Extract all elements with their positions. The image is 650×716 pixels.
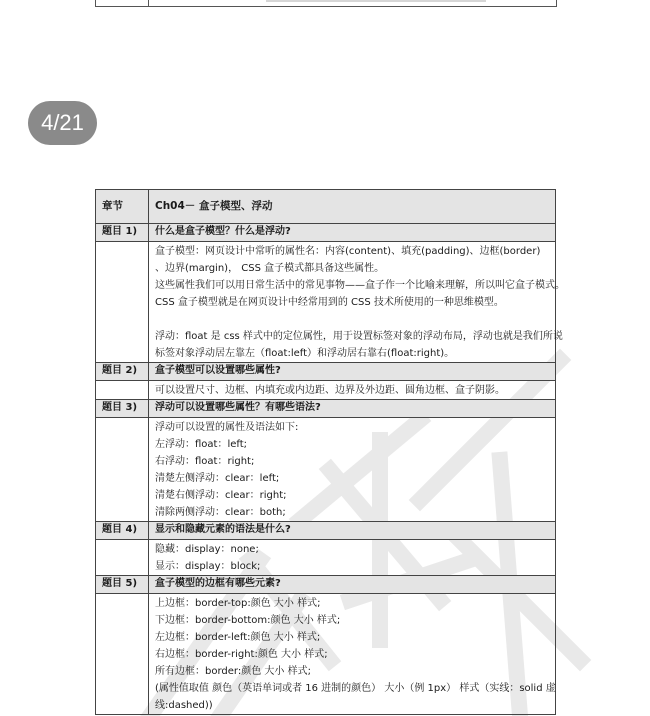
chapter-title: Ch04－ 盒子模型、浮动 xyxy=(149,190,556,224)
question-text: 盒子模型可以设置哪些属性? xyxy=(149,363,556,381)
answer-line: 清楚右侧浮动：clear：right; xyxy=(155,490,287,501)
answer-line: 右边框：border-right:颜色 大小 样式; xyxy=(155,649,328,660)
answer-line: 线:dashed)) xyxy=(155,700,213,711)
question-number: 题目 1) xyxy=(96,224,149,242)
answer-line: 显示：display：block; xyxy=(155,561,261,572)
question-text: 浮动可以设置哪些属性？有哪些语法? xyxy=(149,400,556,418)
question-number: 题目 5) xyxy=(96,576,149,594)
answer-line: (属性值取值 颜色（英语单词或者 16 进制的颜色） 大小（例 1px） 样式（实线：solid 虚 xyxy=(155,683,556,694)
answer-line: 隐藏：display：none; xyxy=(155,544,259,555)
question-row xyxy=(96,576,556,594)
question-row xyxy=(96,363,556,381)
answer-line: CSS 盒子模型就是在网页设计中经常用到的 CSS 技术所使用的一种思维模型。 xyxy=(155,297,504,308)
answer-line: 下边框：border-bottom:颜色 大小 样式; xyxy=(155,615,341,626)
answer-line: 标签对象浮动居左靠左（float:left）和浮动居右靠右(float:right)。 xyxy=(155,348,455,359)
answer-cell xyxy=(149,594,556,715)
answer-line: 浮动：float 是 css 样式中的定位属性，用于设置标签对象的浮动布局，浮动也就是我们所说 xyxy=(155,331,563,342)
question-number: 题目 3) xyxy=(96,400,149,418)
question-row xyxy=(96,522,556,540)
question-number: 题目 4) xyxy=(96,522,149,540)
answer-line: 、边界(margin)， CSS 盒子模式都具备这些属性。 xyxy=(155,263,385,274)
answer-cell xyxy=(149,540,556,576)
answer-row xyxy=(96,381,556,400)
answer-line: 盒子模型：网页设计中常听的属性名：内容(content)、填充(padding)、边框(border) xyxy=(155,246,541,257)
question-text: 显示和隐藏元素的语法是什么? xyxy=(149,522,556,540)
page-indicator: 4/21 xyxy=(28,101,97,145)
chapter-label: 章节 xyxy=(96,190,149,224)
answer-line: 这些属性我们可以用日常生活中的常见事物——盒子作一个比喻来理解，所以叫它盒子模式。 xyxy=(155,280,565,291)
question-text: 盒子模型的边框有哪些元素? xyxy=(149,576,556,594)
answer-cell xyxy=(149,242,565,363)
answer-line: 清除两侧浮动：clear：both; xyxy=(155,507,286,518)
answer-cell xyxy=(149,381,556,400)
question-row xyxy=(96,400,556,418)
answer-cell xyxy=(149,418,556,522)
answer-line: 清楚左侧浮动：clear：left; xyxy=(155,473,280,484)
answer-row xyxy=(96,242,556,363)
question-text: 什么是盒子模型？什么是浮动? xyxy=(149,224,556,242)
answer-row xyxy=(96,594,556,715)
question-table xyxy=(95,189,565,715)
previous-page-table-edge xyxy=(95,0,557,7)
answer-line: 上边框：border-top:颜色 大小 样式; xyxy=(155,598,321,609)
question-number: 题目 2) xyxy=(96,363,149,381)
answer-line: 左边框：border-left:颜色 大小 样式; xyxy=(155,632,321,643)
question-row xyxy=(96,224,556,242)
answer-line: 浮动可以设置的属性及语法如下: xyxy=(155,422,299,433)
answer-line: 所有边框：border:颜色 大小 样式; xyxy=(155,666,311,677)
answer-line: 可以设置尺寸、边框、内填充或内边距、边界及外边距、圆角边框、盒子阴影。 xyxy=(155,385,505,396)
answer-line: 右浮动：float：right; xyxy=(155,456,255,467)
answer-row xyxy=(96,540,556,576)
answer-row xyxy=(96,418,556,522)
answer-line xyxy=(155,311,549,328)
answer-line: 左浮动：float：left; xyxy=(155,439,248,450)
table-header-row xyxy=(96,190,556,224)
